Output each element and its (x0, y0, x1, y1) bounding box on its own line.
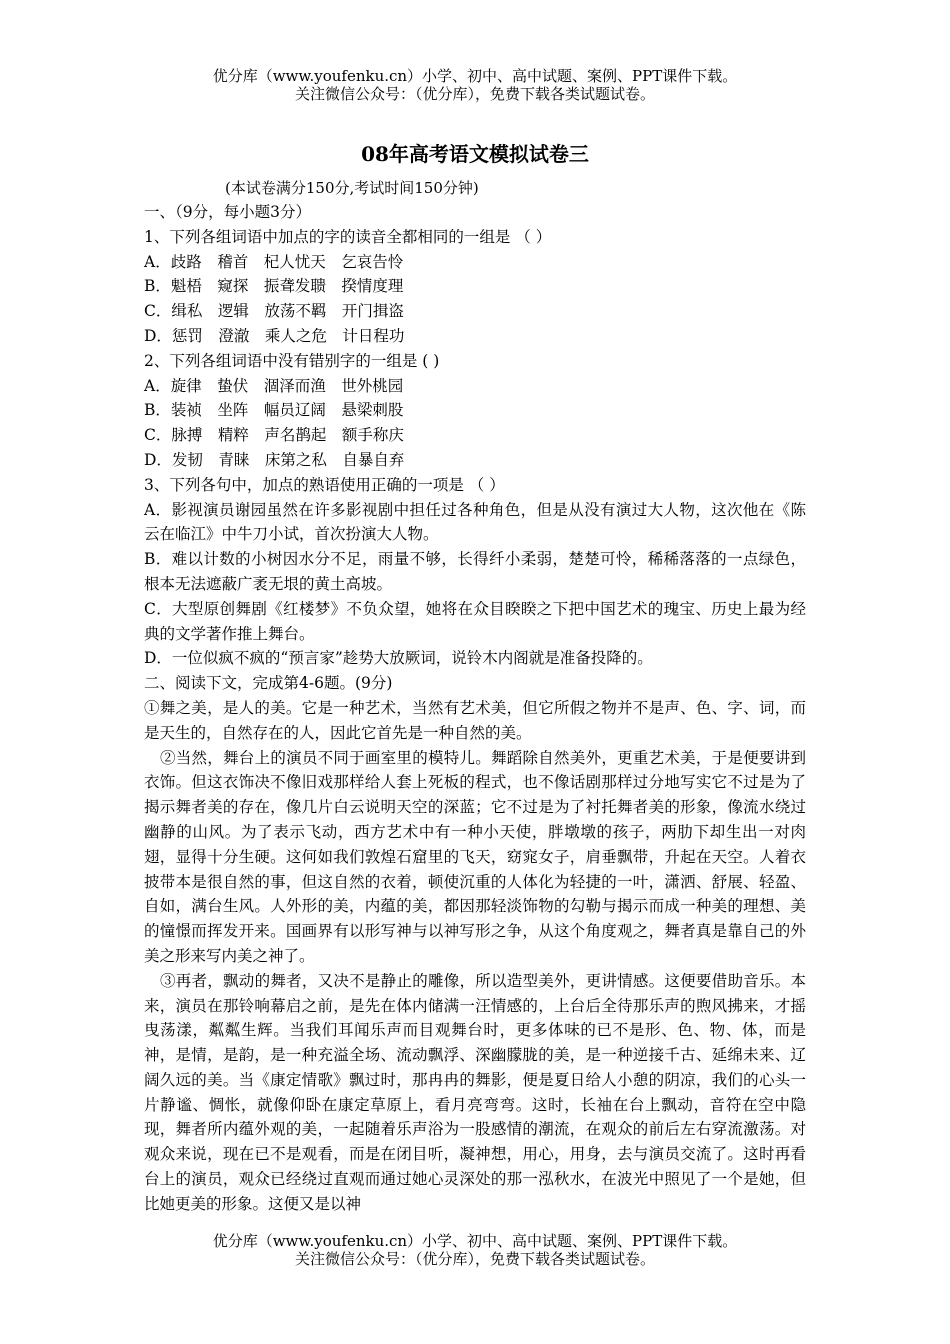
question-2-option-d: D．发韧 青睐 床第之私 自暴自弃 (144, 450, 405, 469)
question-1-option-c: C．缉私 逻辑 放荡不羁 开门揖盗 (144, 302, 404, 321)
question-2-option-c: C．脉搏 精粹 声名鹊起 额手称庆 (144, 426, 404, 445)
question-1-option-b: B．魁梧 窥探 振聋发聩 揆情度理 (144, 277, 404, 296)
page-footer (0, 1232, 950, 1268)
passage-paragraph-3: ③再者，飘动的舞者，又决不是静止的雕像，所以造型美外，更讲情感。这便要借助音乐。本来，演员在那铃响幕启之前，是先在体内储满一汪情感的，上台后全待那乐声的煦风拂来，才摇曳荡漾，粼粼生辉。当我们耳闻乐声而目观舞台时，更多体味的已不是形、色、物、体，而是神，是情，是韵，是一种充溢全场、流动飘浮、深幽朦胧的美，是一种逆接千古、延绵未来、辽阔久远的美。当《康定情歌》飘过时，那冉冉的舞影，便是夏日给人小憩的阴凉，我们的心头一片静谧、惆怅，就像仰卧在康定草原上，看月亮弯弯。这时，长袖在台上飘动，音符在空中隐现，舞者所内蕴外观的美，一起随着乐声浴为一股感情的潮流，在观众的前后左右穿流激荡。对观众来说，现在已不是观看，而是在闭目听，凝神想，用心，用身，去与演员交流了。这时再看台上的演员，观众已经绕过直观而通过她心灵深处的那一泓秋水，在波光中照见了一个是她，但比她更美的形象。这便又是以神 (144, 971, 806, 1213)
question-2-option-b: B．装祯 坐阵 幅员辽阔 悬梁刺股 (144, 401, 404, 420)
passage-paragraph-1: ①舞之美，是人的美。它是一种艺术，当然有艺术美，但它所假之物并不是声、色、字、词，而是天生的，自然存在的人，因此它首先是一种自然的美。 (144, 698, 806, 742)
passage-paragraph-2: ②当然，舞台上的演员不同于画室里的模特儿。舞蹈除自然美外，更重艺术美，于是便要讲到衣饰。但这衣饰决不像旧戏那样给人套上死板的程式，也不像话剧那样过分地写实它不过是为了揭示舞者美的存在，像几片白云说明天空的深蓝；它不过是为了衬托舞者美的形象，像流水绕过幽静的山风。为了表示飞动，西方艺术中有一种小天使，胖墩墩的孩子，两肋下却生出一对肉翅，显得十分生硬。这何如我们敦煌石窟里的飞天，窈窕女子，肩垂飘带，升起在天空。人着衣披带本是很自然的事，但这自然的衣着，顿使沉重的人体化为轻捷的一叶，潇洒、舒展、轻盈、自如，满台生风。人外形的美，内蕴的美，都因那轻淡饰物的勾勒与揭示而成一种美的理想、美的憧憬而挥发开来。国画界有以形写神与以神写形之争，从这个角度观之，舞者真是靠自己的外美之形来写内美之神了。 (144, 748, 806, 965)
exam-info: (本试卷满分150分,考试时间150分钟) (225, 179, 479, 197)
question-2-stem: 2、下列各组词语中没有错别字的一组是 ( ) (144, 351, 440, 370)
section-1-heading: 一、（9分，每小题3分） (144, 203, 311, 221)
question-3-option-c: C．大型原创舞剧《红楼梦》不负众望，她将在众目睽睽之下把中国艺术的瑰宝、历史上最为经典的文学著作推上舞台。 (144, 599, 806, 643)
question-2-option-a: A．旋律 蛰伏 涸泽而渔 世外桃园 (144, 376, 404, 395)
question-1-option-a: A．歧路 稽首 杞人忧天 乞哀告怜 (144, 252, 404, 271)
header-line-1: 优分库（www.youfenku.cn）小学、初中、高中试题、案例、PPT课件下载。 (212, 67, 738, 85)
question-1-option-d: D．惩罚 澄澈 乘人之危 计日程功 (144, 326, 405, 345)
footer-line-2: 关注微信公众号：（优分库），免费下载各类试题试卷。 (294, 1250, 655, 1268)
header-line-2: 关注微信公众号：（优分库），免费下载各类试题试卷。 (294, 85, 655, 103)
page-title: 08年高考语文模拟试卷三 (361, 142, 589, 166)
question-3-stem: 3、下列各句中，加点的熟语使用正确的一项是 （ ） (144, 475, 505, 494)
question-3-option-a: A．影视演员谢园虽然在许多影视剧中担任过各种角色，但是从没有演过大人物，这次他在《陈云在临江》中牛刀小试，首次扮演大人物。 (144, 500, 806, 544)
question-3-option-d: D．一位似疯不疯的“预言家”趁势大放厥词，说铃木内阁就是准备投降的。 (144, 649, 653, 668)
question-3-option-b: B．难以计数的小树因水分不足，雨量不够，长得纤小柔弱，楚楚可怜，稀稀落落的一点绿色，根本无法遮蔽广袤无垠的黄土高坡。 (144, 550, 806, 593)
section-2-heading: 二、阅读下文，完成第4-6题。(9分) (144, 674, 393, 693)
question-1-stem: 1、下列各组词语中加点的字的读音全都相同的一组是 （ ） (144, 227, 552, 246)
document-body (144, 200, 806, 1217)
footer-line-1: 优分库（www.youfenku.cn）小学、初中、高中试题、案例、PPT课件下载。 (212, 1232, 738, 1250)
page-header (0, 67, 950, 103)
